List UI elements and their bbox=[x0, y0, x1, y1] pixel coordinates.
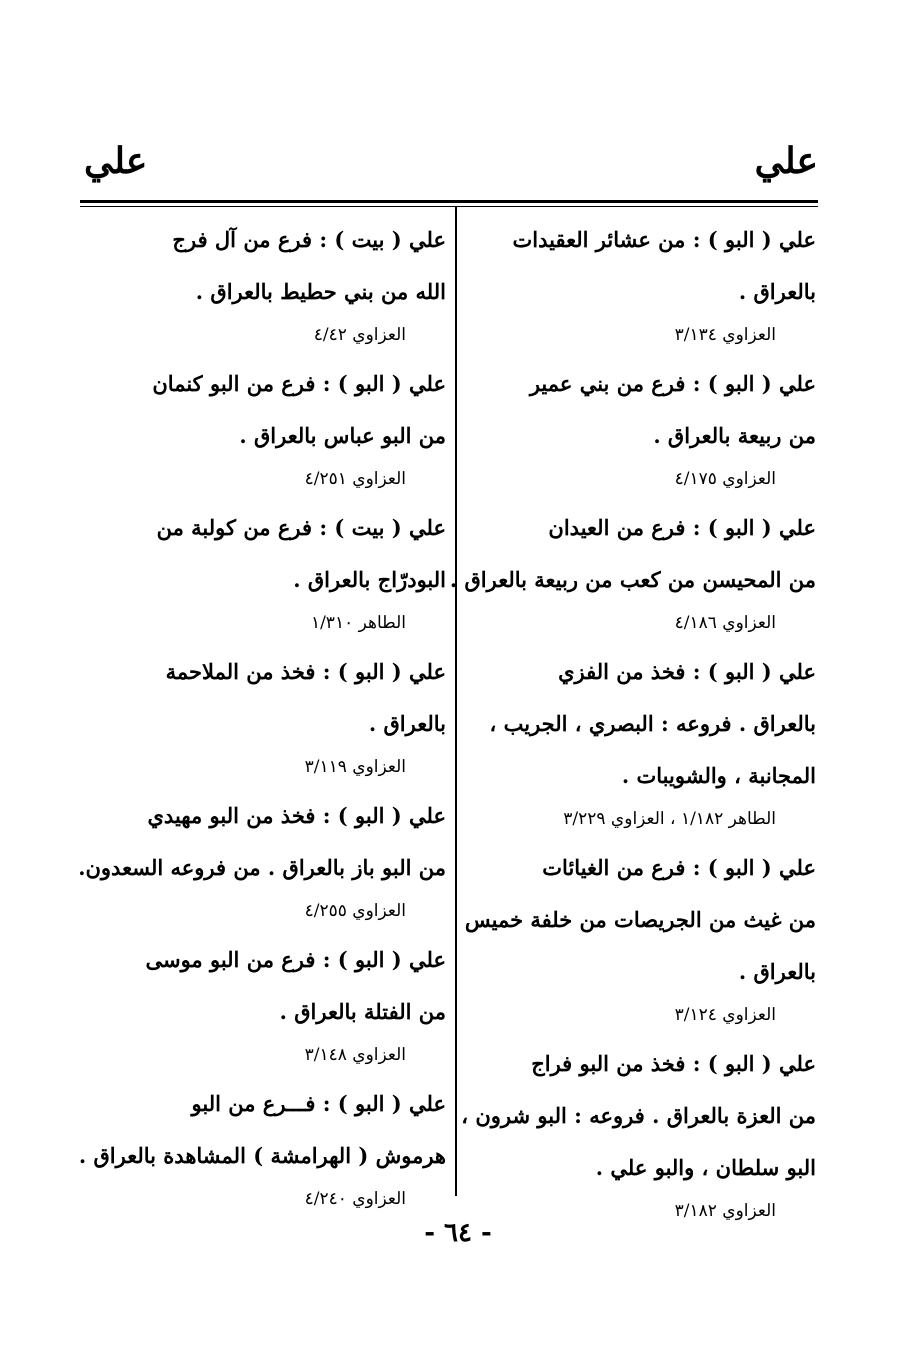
entry-headline: علي ( البو ) : فرع من البو موسى bbox=[145, 947, 446, 972]
entry-text-line: من غيث من الجريصات من خلفة خميس bbox=[464, 907, 816, 932]
entry-headline: علي ( البو ) : فخذ من البو فراج bbox=[531, 1051, 816, 1076]
entry-text-line: بالعراق . bbox=[738, 279, 816, 304]
dictionary-entry bbox=[86, 646, 446, 790]
entry-source-citation: العزاوي ٤/٢٥١ bbox=[304, 469, 406, 489]
dictionary-entry bbox=[86, 502, 446, 646]
header-rule-thick bbox=[80, 200, 818, 203]
entry-source-citation: العزاوي ٣/١٢٤ bbox=[674, 1005, 776, 1025]
entry-source-citation: العزاوي ٣/١١٩ bbox=[304, 757, 406, 777]
entry-source-citation: الطاهر ١/٣١٠ bbox=[310, 613, 406, 633]
entry-headline: علي ( البو ) : فرع من العيدان bbox=[548, 515, 816, 540]
dictionary-entry bbox=[462, 214, 816, 358]
running-header-right: علي bbox=[754, 140, 818, 182]
dictionary-entry bbox=[78, 790, 446, 934]
dictionary-entry bbox=[462, 1038, 816, 1234]
left-column bbox=[78, 214, 446, 1222]
right-column bbox=[449, 214, 816, 1234]
dictionary-entry bbox=[86, 358, 446, 502]
entry-text-line: البو سلطان ، والبو علي . bbox=[595, 1155, 816, 1180]
entry-text-line: من البو باز بالعراق . من فروعه السعدون. bbox=[78, 855, 446, 880]
entry-source-citation: العزاوي ٤/١٧٥ bbox=[674, 469, 776, 489]
entry-headline: علي ( البو ) : فرع من بني عمير bbox=[529, 371, 816, 396]
dictionary-entry bbox=[462, 358, 816, 502]
dictionary-entry bbox=[462, 842, 816, 1038]
entry-headline: علي ( البو ) : فرع من الغيائات bbox=[542, 855, 816, 880]
entry-text-line: الله من بني حطيط بالعراق . bbox=[195, 279, 446, 304]
entry-source-citation: العزاوي ٤/١٨٦ bbox=[674, 613, 776, 633]
entry-source-citation: الطاهر ١/١٨٢ ، العزاوي ٣/٢٢٩ bbox=[563, 809, 776, 829]
entry-text-line: من المحيسن من كعب من ربيعة بالعراق . bbox=[449, 567, 816, 592]
entry-text-line: بالعراق . فروعه : البصري ، الجريب ، bbox=[489, 711, 816, 736]
entry-text-line: المجانبة ، والشويبات . bbox=[621, 763, 816, 788]
entry-source-citation: العزاوي ٣/١٣٤ bbox=[674, 325, 776, 345]
dictionary-entry bbox=[462, 646, 816, 842]
entry-text-line: من الفتلة بالعراق . bbox=[279, 999, 446, 1024]
dictionary-entry bbox=[86, 214, 446, 358]
entry-text-line: من ربيعة بالعراق . bbox=[653, 423, 816, 448]
dictionary-entry bbox=[449, 502, 816, 646]
entry-source-citation: العزاوي ٣/١٨٢ bbox=[674, 1201, 776, 1221]
dictionary-entry bbox=[78, 1078, 446, 1222]
header-rule-thin bbox=[80, 206, 818, 207]
entry-headline: علي ( البو ) : فخذ من الملاحمة bbox=[165, 659, 446, 684]
entry-text-line: البودرّاج بالعراق . bbox=[293, 567, 446, 592]
entry-source-citation: العزاوي ٤/٤٢ bbox=[313, 325, 406, 345]
entry-headline: علي ( البو ) : فخذ من الفزي bbox=[558, 659, 816, 684]
entry-headline: علي ( بيت ) : فرع من آل فرج bbox=[172, 227, 446, 252]
entry-headline: علي ( البو ) : من عشائر العقيدات bbox=[512, 227, 816, 252]
page-number: - ٦٤ - bbox=[424, 1218, 492, 1248]
entry-source-citation: العزاوي ٣/١٤٨ bbox=[304, 1045, 406, 1065]
entry-text-line: من العزة بالعراق . فروعه : البو شرون ، bbox=[461, 1103, 816, 1128]
dictionary-entry bbox=[86, 934, 446, 1078]
entry-source-citation: العزاوي ٤/٢٥٥ bbox=[304, 901, 406, 921]
entry-text-line: بالعراق . bbox=[738, 959, 816, 984]
entry-text-line: بالعراق . bbox=[368, 711, 446, 736]
running-header-left: علي bbox=[84, 140, 148, 182]
entry-headline: علي ( بيت ) : فرع من كولبة من bbox=[156, 515, 446, 540]
entry-source-citation: العزاوي ٤/٢٤٠ bbox=[304, 1189, 406, 1209]
entry-headline: علي ( البو ) : فخذ من البو مهيدي bbox=[147, 803, 446, 828]
entry-headline: علي ( البو ) : فـــرع من البو bbox=[191, 1091, 446, 1116]
entry-headline: علي ( البو ) : فرع من البو كنمان bbox=[152, 371, 446, 396]
entry-text-line: هرموش ( الهرامشة ) المشاهدة بالعراق . bbox=[78, 1143, 446, 1168]
entry-text-line: من البو عباس بالعراق . bbox=[239, 423, 446, 448]
column-divider bbox=[455, 206, 457, 1196]
